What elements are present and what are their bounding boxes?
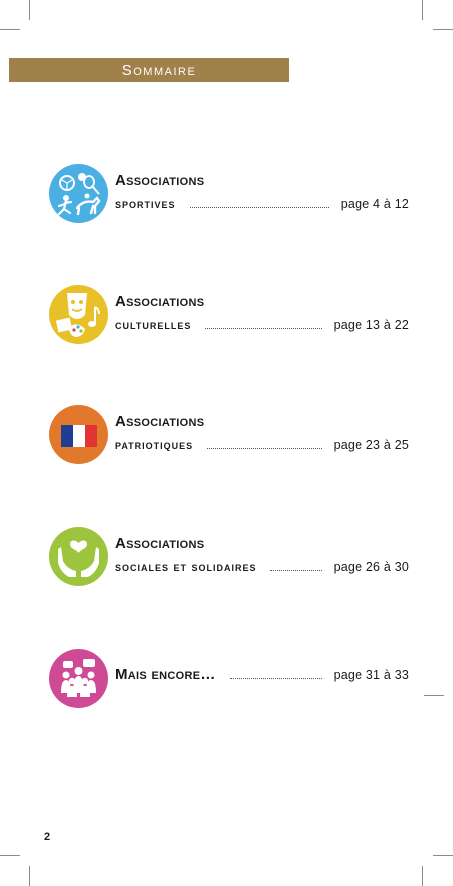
entry-subtitle: sportives (115, 197, 176, 211)
page-title-banner (9, 58, 289, 82)
toc-entry-mais-encore[interactable] (49, 649, 409, 711)
page-range: page 13 à 22 (333, 318, 409, 332)
entry-title: Mais encore… (115, 666, 216, 683)
crop-mark (29, 0, 30, 20)
people-group-icon (49, 649, 108, 708)
page-range: page 4 à 12 (340, 197, 409, 211)
toc-entry-sportives[interactable] (49, 164, 409, 226)
page-range: page 23 à 25 (333, 438, 409, 452)
crop-mark (29, 866, 30, 886)
toc-entry-sociales-solidaires[interactable] (49, 527, 409, 589)
entry-subtitle: patriotiques (115, 438, 194, 452)
crop-mark (0, 855, 20, 856)
entry-title: Associations (115, 172, 205, 189)
leader-dots (270, 561, 321, 571)
sports-icon (49, 164, 108, 223)
crop-mark (422, 0, 423, 20)
page-range: page 26 à 30 (333, 560, 409, 574)
page-range: page 31 à 33 (333, 668, 409, 682)
culture-icon (49, 285, 108, 344)
page-number: 2 (44, 831, 51, 843)
entry-subtitle: sociales et solidaires (115, 560, 257, 574)
entry-title: Associations (115, 293, 205, 310)
leader-dots (207, 439, 321, 449)
entry-title: Associations (115, 413, 205, 430)
crop-mark (0, 29, 20, 30)
toc-entry-culturelles[interactable] (49, 285, 409, 347)
crop-mark (422, 866, 423, 886)
leader-dots (205, 319, 321, 329)
crop-mark (424, 695, 444, 696)
french-flag-icon (49, 405, 108, 464)
heart-hands-icon (49, 527, 108, 586)
leader-dots (230, 669, 322, 679)
leader-dots (190, 198, 329, 208)
toc-entry-patriotiques[interactable] (49, 405, 409, 467)
crop-mark (433, 29, 453, 30)
crop-mark (433, 855, 453, 856)
entry-title: Associations (115, 535, 205, 552)
entry-subtitle: culturelles (115, 318, 192, 332)
page-title: Sommaire (121, 61, 197, 79)
